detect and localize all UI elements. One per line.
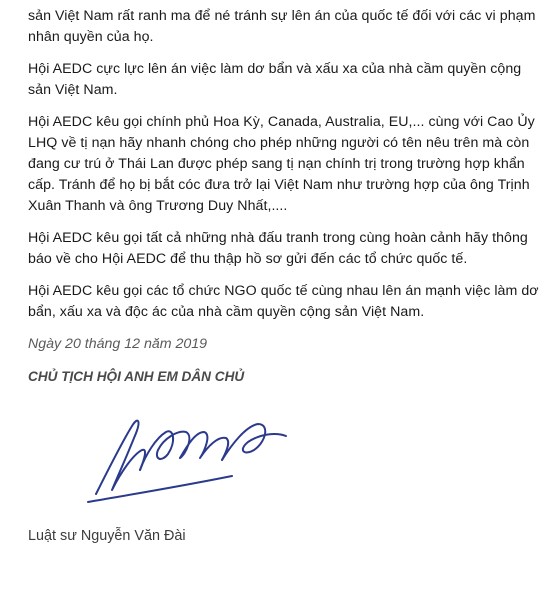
paragraph-1: sản Việt Nam rất ranh ma để né tránh sự lên án của quốc tế đối với các vi phạm nhân quyền của họ. — [28, 8, 536, 45]
document-date: Ngày 20 tháng 12 năm 2019 — [28, 336, 208, 352]
document-body — [28, 6, 543, 387]
paragraph-3: Hội AEDC kêu gọi chính phủ Hoa Kỳ, Canada, Australia, EU,... cùng với Cao Ủy LHQ về tị nạn hãy nhanh chóng cho phép những người có tên nêu trên mà còn đang cư trú ở Thái Lan được phép sang tị nạn chính trị trong trường hợp khẩn cấp. Tránh để họ bị bắt cóc đưa trở lại Việt Nam như trường hợp của ông Trịnh Xuân Thanh và ông Trương Duy Nhất,.... — [28, 114, 535, 214]
paragraph-2: Hội AEDC cực lực lên án việc làm dơ bẩn và xấu xa của nhà cầm quyền cộng sản Việt Nam. — [28, 61, 522, 98]
paragraph-5: Hội AEDC kêu gọi các tổ chức NGO quốc tế cùng nhau lên án mạnh việc làm dơ bẩn, xấu xa và độc ác của nhà cầm quyền cộng sản Việt Nam. — [28, 283, 539, 320]
handwritten-signature — [82, 398, 292, 508]
signer-name: Luật sư Nguyễn Văn Đài — [28, 528, 186, 544]
signatory-title: CHỦ TỊCH HỘI ANH EM DÂN CHỦ — [28, 369, 245, 384]
paragraph-4: Hội AEDC kêu gọi tất cả những nhà đấu tranh trong cùng hoàn cảnh hãy thông báo về cho Hội AEDC để thu thập hồ sơ gửi đến các tổ chức quốc tế. — [28, 230, 528, 267]
